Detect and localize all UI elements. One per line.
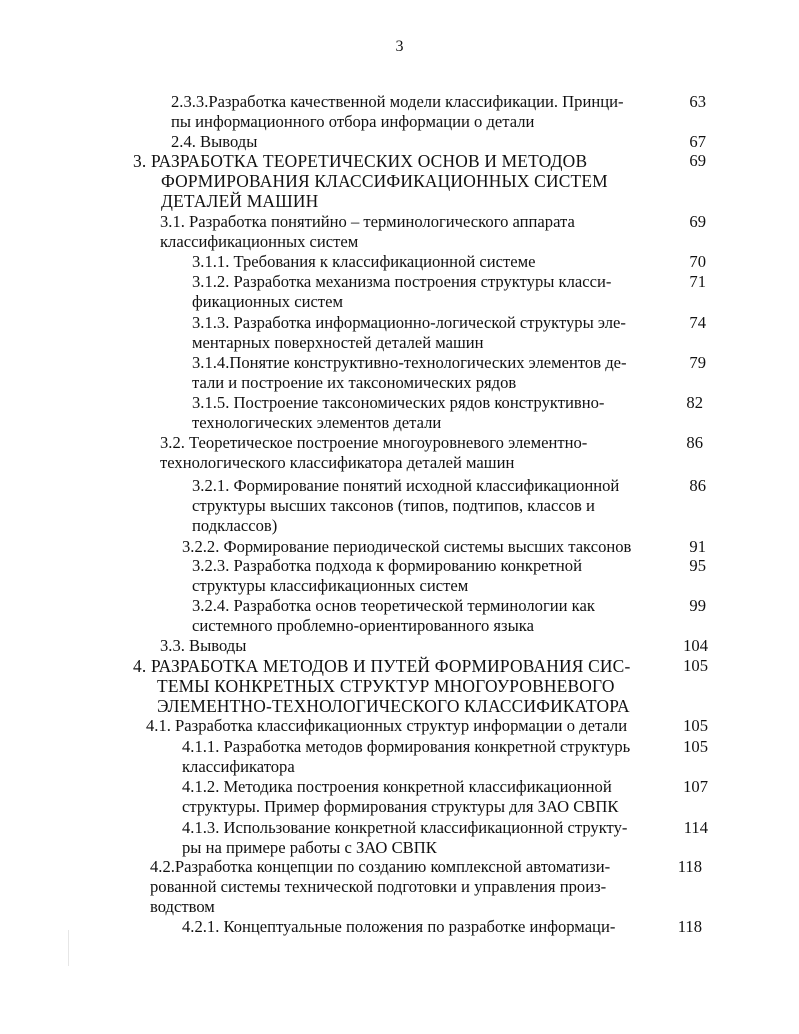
toc-line: классификатора — [182, 757, 295, 777]
toc-entry-3-2-2 — [182, 537, 667, 557]
toc-entry-4-1-1 — [182, 737, 672, 777]
toc-entry-4-1 — [146, 716, 674, 736]
toc-line: 3.1.5. Построение таксономических рядов конструктивно- — [192, 393, 605, 412]
toc-page-number: 86 — [686, 433, 703, 452]
toc-line: ры на примере работы с ЗАО СВПК — [182, 838, 437, 858]
toc-entry-3-1-2 — [192, 272, 652, 312]
toc-line: 3.2.2. Формирование периодической системы высших таксонов — [182, 537, 632, 556]
toc-page-number: 99 — [689, 596, 706, 615]
toc-entry-3 — [133, 151, 669, 212]
toc-line: фикационных систем — [192, 292, 343, 312]
toc-line: классификационных систем — [160, 232, 359, 252]
toc-line: ментарных поверхностей деталей машин — [192, 333, 484, 353]
toc-page-number: 105 — [683, 737, 708, 756]
toc-line: рованной системы технической подготовки и управления произ- — [150, 877, 607, 897]
toc-page-number: 114 — [683, 818, 708, 837]
toc-line: ФОРМИРОВАНИЯ КЛАССИФИКАЦИОННЫХ СИСТЕМ — [161, 171, 608, 192]
toc-line: технологического классификатора деталей машин — [160, 453, 515, 473]
toc-page-number: 107 — [683, 777, 708, 796]
toc-entry-3-3 — [160, 636, 640, 656]
toc-page-number: 91 — [689, 537, 706, 556]
toc-line: 3.1.4.Понятие конструктивно-технологических элементов де- — [192, 353, 627, 372]
toc-entry-3-1-3 — [192, 313, 652, 353]
toc-entry-3-1-5 — [192, 393, 640, 433]
toc-line: 4.2.Разработка концепции по созданию комплексной автоматизи- — [150, 857, 611, 876]
toc-line: 3. РАЗРАБОТКА ТЕОРЕТИЧЕСКИХ ОСНОВ И МЕТОДОВ — [133, 151, 588, 171]
toc-line: 4.1.2. Методика построения конкретной классификационной — [182, 777, 612, 796]
toc-line: 3.3. Выводы — [160, 636, 247, 655]
toc-line: структуры классификационных систем — [192, 576, 469, 596]
toc-line: подклассов) — [192, 516, 278, 536]
toc-line: структуры. Пример формирования структуры для ЗАО СВПК — [182, 797, 619, 817]
toc-line: 3.2.4. Разработка основ теоретической терминологии как — [192, 596, 595, 615]
toc-page-number: 118 — [677, 857, 702, 876]
toc-line: 2.3.3.Разработка качественной модели классификации. Принци- — [171, 92, 624, 111]
toc-page-number: 95 — [689, 556, 706, 575]
toc-line: 3.1.3. Разработка информационно-логической структуры эле- — [192, 313, 626, 332]
toc-line: 3.1.2. Разработка механизма построения структуры класси- — [192, 272, 612, 291]
toc-entry-3-2-4 — [192, 596, 638, 636]
toc-page-number: 74 — [689, 313, 706, 332]
toc-entry-3-2-1 — [192, 476, 652, 537]
toc-line: водством — [150, 897, 215, 917]
toc-page-number: 71 — [689, 272, 706, 291]
toc-page-number: 69 — [689, 151, 706, 170]
toc-line: тали и построение их таксономических рядов — [192, 373, 517, 393]
toc-page-number: 67 — [689, 132, 706, 151]
toc-line: 3.2.1. Формирование понятий исходной классификационной — [192, 476, 620, 495]
toc-line: системного проблемно-ориентированного языка — [192, 616, 534, 636]
toc-page-number: 118 — [677, 917, 702, 936]
toc-page-number: 86 — [689, 476, 706, 495]
scan-margin-mark — [68, 930, 69, 966]
toc-page-number: 79 — [689, 353, 706, 372]
toc-entry-2-3-3 — [171, 92, 658, 132]
toc-entry-4-1-3 — [182, 818, 667, 858]
toc-line: 4.2.1. Концептуальные положения по разработке информаци- — [182, 917, 616, 936]
toc-line: технологических элементов детали — [192, 413, 442, 433]
toc-entry-4-2-1 — [182, 917, 667, 937]
toc-line: 4.1. Разработка классификационных структур информации о детали — [146, 716, 628, 735]
toc-entry-3-1-1 — [192, 252, 652, 272]
toc-entry-3-2 — [160, 433, 644, 473]
toc-page-number: 105 — [683, 656, 708, 675]
toc-line: ДЕТАЛЕЙ МАШИН — [161, 191, 319, 212]
toc-page-number: 104 — [683, 636, 708, 655]
toc-entry-4-1-2 — [182, 777, 667, 817]
toc-line: 4.1.1. Разработка методов формирования конкретной структурь — [182, 737, 631, 756]
toc-page-number: 69 — [689, 212, 706, 231]
toc-line: 3.1. Разработка понятийно – терминологического аппарата — [160, 212, 575, 231]
toc-line: 3.1.1. Требования к классификационной системе — [192, 252, 536, 271]
toc-line: 2.4. Выводы — [171, 132, 258, 151]
toc-entry-3-1 — [160, 212, 639, 252]
toc-page-number: 82 — [686, 393, 703, 412]
toc-line: 4.1.3. Использование конкретной классификационной структу- — [182, 818, 628, 837]
toc-entry-4 — [133, 656, 664, 717]
page-number: 3 — [395, 38, 404, 55]
toc-page-number: 105 — [683, 716, 708, 735]
toc-line: 3.2. Теоретическое построение многоуровневого элементно- — [160, 433, 588, 452]
toc-line: 4. РАЗРАБОТКА МЕТОДОВ И ПУТЕЙ ФОРМИРОВАНИЯ СИС- — [133, 656, 631, 676]
toc-line: ЭЛЕМЕНТНО-ТЕХНОЛОГИЧЕСКОГО КЛАССИФИКАТОРА — [157, 696, 630, 717]
toc-entry-3-2-3 — [192, 556, 640, 596]
toc-line: пы информационного отбора информации о детали — [171, 112, 535, 132]
toc-page-number: 70 — [689, 252, 706, 271]
toc-entry-3-1-4 — [192, 353, 652, 393]
toc-line: структуры высших таксонов (типов, подтипов, классов и — [192, 496, 595, 516]
toc-line: ТЕМЫ КОНКРЕТНЫХ СТРУКТУР МНОГОУРОВНЕВОГО — [157, 676, 615, 697]
toc-entry-2-4 — [171, 132, 658, 152]
toc-entry-4-2 — [150, 857, 672, 918]
toc-page-number: 63 — [689, 92, 706, 111]
toc-line: 3.2.3. Разработка подхода к формированию конкретной — [192, 556, 582, 575]
